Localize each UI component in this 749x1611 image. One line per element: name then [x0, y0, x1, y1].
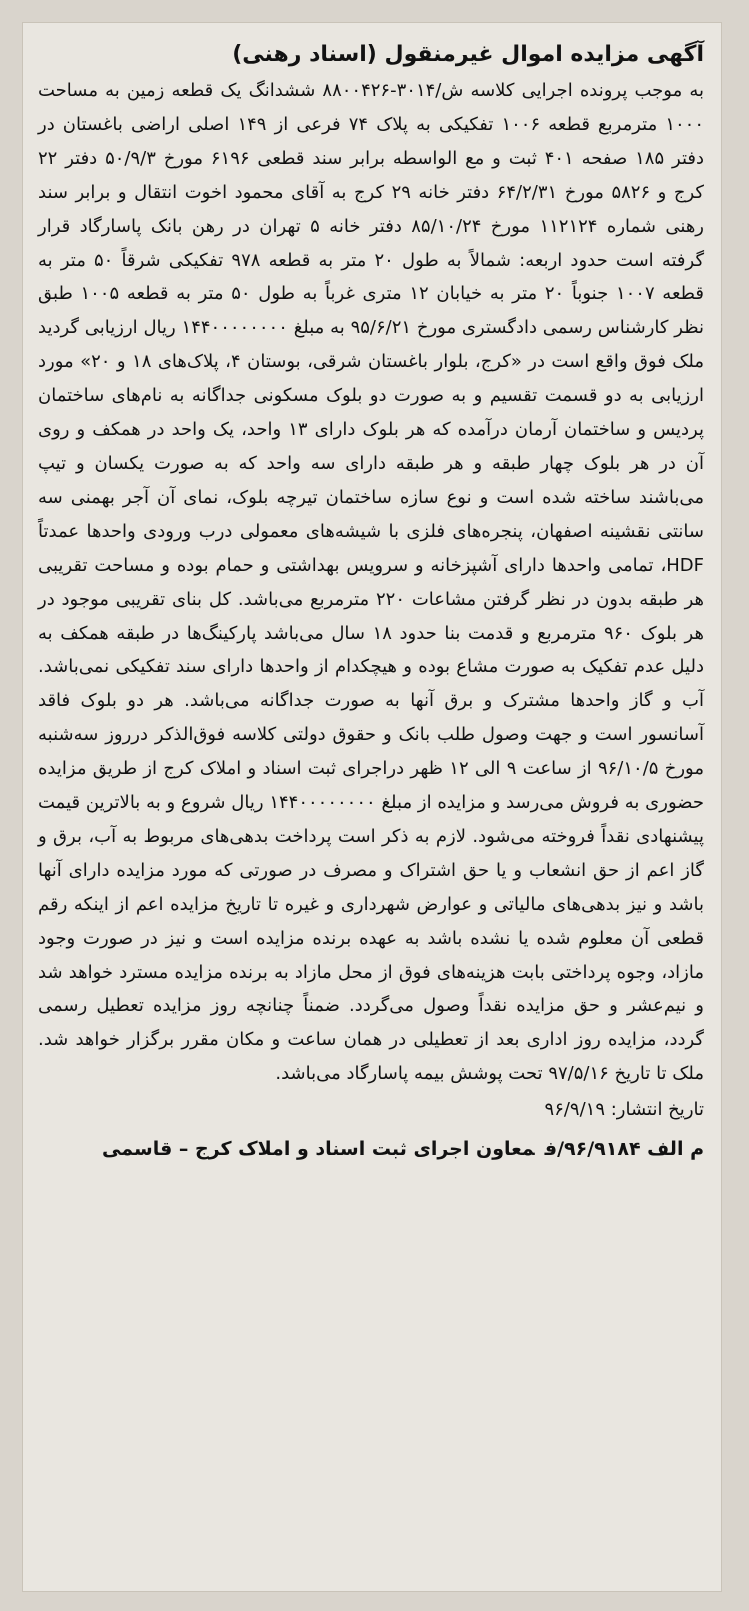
signatory: معاون اجرای ثبت اسناد و املاک کرج – قاسمی: [102, 1138, 535, 1161]
newspaper-clipping: [22, 22, 722, 1592]
notice-footer: [38, 1131, 704, 1167]
publication-date: تاریخ انتشار: ۹۶/۹/۱۹: [544, 1099, 704, 1121]
auction-notice: [22, 22, 722, 1167]
reference-number: م الف ۹۶/۹۱۸۴/ف: [544, 1138, 704, 1161]
notice-title: آگهی مزایده اموال غیرمنقول (اسناد رهنی): [232, 42, 704, 67]
notice-body: به موجب پرونده اجرایی کلاسه ش/۳۰۱۴-۸۸۰۰۴۲۶ ششدانگ یک قطعه زمین به مساحت ۱۰۰۰ مترمربع قطعه ۱۰۰۶ تفکیکی به پلاک ۷۴ فرعی از ۱۴۹ اصلی اراضی باغستان در دفتر ۱۸۵ صفحه ۴۰۱ ثبت و مع الواسطه برابر سند قطعی ۶۱۹۶ مورخ ۵۰/۹/۳ دفتر ۲۲ کرج و ۵۸۲۶ مورخ ۶۴/۲/۳۱ دفتر خانه ۲۹ کرج به آقای محمود اخوت انتقال و برابر سند رهنی شماره ۱۱۲۱۲۴ مورخ ۸۵/۱۰/۲۴ دفتر خانه ۵ تهران در رهن بانک پاسارگاد قرار گرفته است حدود اربعه: شمالاً به طول ۲۰ متر به قطعه ۹۷۸ تفکیکی شرقاً ۵۰ متر به قطعه ۱۰۰۷ جنوباً ۲۰ متر به خیابان ۱۲ متری غرباً به طول ۵۰ متر به قطعه ۱۰۰۵ طبق نظر کارشناس رسمی دادگستری مورخ ۹۵/۶/۲۱ به مبلغ ۱۴۴۰۰۰۰۰۰۰۰ ریال ارزیابی گردید ملک فوق واقع است در «کرج، بلوار باغستان شرقی، بوستان ۴، پلاک‌های ۱۸ و ۲۰» مورد ارزیابی به دو قسمت تقسیم و به صورت دو بلوک مسکونی جداگانه به نام‌های ساختمان پردیس و ساختمان آرمان درآمده که هر بلوک دارای ۱۳ واحد، یک واحد در همکف و روی آن در هر بلوک چهار طبقه و هر طبقه دارای سه واحد که به صورت یکسان و تیپ می‌باشند ساخته شده است و نوع سازه ساختمان تیرچه بلوک، نمای آن آجر بهمنی سه سانتی نقشینه اصفهان، پنجره‌های فلزی با شیشه‌های معمولی درب ورودی واحدها عمدتاً HDF، تمامی واحدها دارای آشپزخانه و سرویس بهداشتی و حمام بوده و مساحت تقریبی هر طبقه بدون در نظر گرفتن مشاعات ۲۲۰ مترمربع می‌باشد. کل بنای تقریبی موجود در هر بلوک ۹۶۰ مترمربع و قدمت بنا حدود ۱۸ سال می‌باشد پارکینگ‌ها در طبقه همکف به دلیل عدم تفکیک به صورت مشاع بوده و هیچکدام از واحدها دارای سند تفکیکی نمی‌باشد. آب و گاز واحدها مشترک و برق آنها به صورت جداگانه می‌باشد. هر دو بلوک فاقد آسانسور است و جهت وصول طلب بانک و حقوق دولتی کلاسه فوق‌الذکر درروز سه‌شنبه مورخ ۹۶/۱۰/۵ از ساعت ۹ الی ۱۲ ظهر دراجرای ثبت اسناد و املاک کرج از طریق مزایده حضوری به فروش می‌رسد و مزایده از مبلغ ۱۴۴۰۰۰۰۰۰۰۰ ریال شروع و به بالاترین قیمت پیشنهادی نقداً فروخته می‌شود. لازم به ذکر است پرداخت بدهی‌های مربوط به آب، برق و گاز اعم از حق انشعاب و یا حق اشتراک و مصرف در صورتی که مورد مزایده دارای آنها باشد و نیز بدهی‌های مالیاتی و عوارض شهرداری و غیره تا تاریخ مزایده اعم از اینکه رقم قطعی آن معلوم شده یا نشده باشد به عهده برنده مزایده است و نیز در صورت وجود مازاد، وجوه پرداختی بابت هزینه‌های فوق از محل مازاد به برنده مزایده مسترد خواهد شد و نیم‌عشر و حق مزایده نقداً وصول می‌گردد. ضمناً چنانچه روز مزایده تعطیل رسمی گردد، مزایده روز اداری بعد از تعطیلی در همان ساعت و مکان مقرر برگزار خواهد شد. ملک تا تاریخ ۹۷/۵/۱۶ تحت پوشش بیمه پاسارگاد می‌باشد.: [38, 80, 705, 1085]
